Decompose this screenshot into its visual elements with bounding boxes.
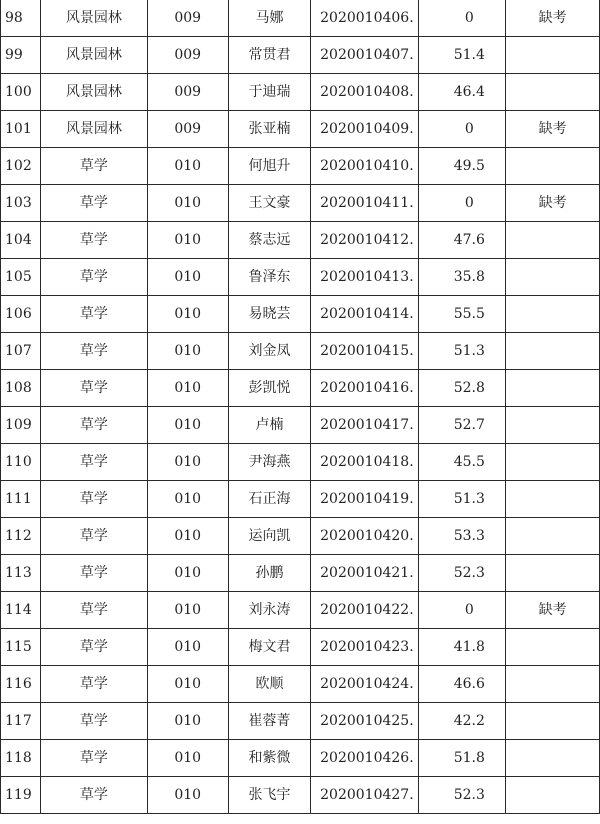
row-number-cell: 104 [1,222,41,259]
name-cell: 和紫微 [228,740,311,777]
major-cell: 草学 [40,481,147,518]
remark-cell [506,481,600,518]
score-cell: 51.8 [419,740,506,777]
table-row [1,222,600,259]
major-cell: 草学 [40,518,147,555]
name-cell: 梅文君 [228,629,311,666]
major-cell: 草学 [40,629,147,666]
row-number-cell: 117 [1,703,41,740]
remark-cell [506,370,600,407]
score-cell: 46.4 [419,74,506,111]
table-row [1,592,600,629]
table-row [1,370,600,407]
major-code-cell: 010 [147,407,228,444]
score-cell: 52.7 [419,407,506,444]
table-row [1,407,600,444]
major-cell: 风景园林 [40,37,147,74]
score-cell: 51.3 [419,333,506,370]
major-code-cell: 010 [147,296,228,333]
major-cell: 草学 [40,555,147,592]
exam-id-cell: 2020010419. [311,481,419,518]
exam-id-cell: 2020010420. [311,518,419,555]
name-cell: 石正海 [228,481,311,518]
remark-cell [506,407,600,444]
name-cell: 孙鹏 [228,555,311,592]
major-cell: 风景园林 [40,0,147,37]
major-code-cell: 010 [147,333,228,370]
major-cell: 草学 [40,370,147,407]
row-number-cell: 119 [1,777,41,814]
remark-cell: 缺考 [506,0,600,37]
row-number-cell: 101 [1,111,41,148]
score-cell: 52.3 [419,555,506,592]
exam-id-cell: 2020010414. [311,296,419,333]
major-code-cell: 010 [147,703,228,740]
exam-id-cell: 2020010410. [311,148,419,185]
remark-cell [506,444,600,481]
name-cell: 王文豪 [228,185,311,222]
score-cell: 42.2 [419,703,506,740]
remark-cell: 缺考 [506,185,600,222]
major-cell: 草学 [40,592,147,629]
table-row [1,37,600,74]
row-number-cell: 111 [1,481,41,518]
score-cell: 0 [419,0,506,37]
score-cell: 49.5 [419,148,506,185]
table-row [1,0,600,37]
exam-id-cell: 2020010424. [311,666,419,703]
row-number-cell: 100 [1,74,41,111]
major-code-cell: 010 [147,555,228,592]
remark-cell [506,555,600,592]
remark-cell: 缺考 [506,111,600,148]
name-cell: 彭凯悦 [228,370,311,407]
score-cell: 0 [419,111,506,148]
row-number-cell: 106 [1,296,41,333]
name-cell: 于迪瑞 [228,74,311,111]
exam-id-cell: 2020010421. [311,555,419,592]
name-cell: 卢楠 [228,407,311,444]
table-row [1,666,600,703]
score-cell: 0 [419,592,506,629]
remark-cell [506,222,600,259]
exam-id-cell: 2020010409. [311,111,419,148]
row-number-cell: 103 [1,185,41,222]
score-cell: 0 [419,185,506,222]
row-number-cell: 98 [1,0,41,37]
row-number-cell: 105 [1,259,41,296]
name-cell: 易晓芸 [228,296,311,333]
row-number-cell: 109 [1,407,41,444]
name-cell: 尹海燕 [228,444,311,481]
exam-id-cell: 2020010411. [311,185,419,222]
score-cell: 51.4 [419,37,506,74]
major-cell: 草学 [40,740,147,777]
major-cell: 风景园林 [40,111,147,148]
table-row [1,629,600,666]
table-row [1,259,600,296]
row-number-cell: 108 [1,370,41,407]
name-cell: 张亚楠 [228,111,311,148]
major-code-cell: 009 [147,74,228,111]
remark-cell [506,37,600,74]
exam-id-cell: 2020010416. [311,370,419,407]
name-cell: 何旭升 [228,148,311,185]
row-number-cell: 118 [1,740,41,777]
major-cell: 草学 [40,666,147,703]
table-row [1,296,600,333]
name-cell: 欧顺 [228,666,311,703]
table-row [1,777,600,814]
major-code-cell: 010 [147,629,228,666]
table-row [1,740,600,777]
major-code-cell: 010 [147,592,228,629]
major-code-cell: 010 [147,148,228,185]
remark-cell [506,74,600,111]
remark-cell: 缺考 [506,592,600,629]
name-cell: 蔡志远 [228,222,311,259]
remark-cell [506,666,600,703]
major-cell: 风景园林 [40,74,147,111]
major-cell: 草学 [40,222,147,259]
major-code-cell: 010 [147,222,228,259]
major-code-cell: 010 [147,740,228,777]
major-code-cell: 009 [147,111,228,148]
exam-id-cell: 2020010417. [311,407,419,444]
exam-id-cell: 2020010418. [311,444,419,481]
table-row [1,703,600,740]
score-cell: 55.5 [419,296,506,333]
exam-id-cell: 2020010425. [311,703,419,740]
name-cell: 刘永涛 [228,592,311,629]
table-row [1,555,600,592]
table-row [1,444,600,481]
row-number-cell: 112 [1,518,41,555]
table-row [1,74,600,111]
major-cell: 草学 [40,259,147,296]
name-cell: 马娜 [228,0,311,37]
table-row [1,333,600,370]
table-row [1,518,600,555]
major-cell: 草学 [40,296,147,333]
major-code-cell: 010 [147,518,228,555]
major-code-cell: 010 [147,666,228,703]
table-row [1,185,600,222]
remark-cell [506,740,600,777]
remark-cell [506,518,600,555]
row-number-cell: 116 [1,666,41,703]
score-cell: 53.3 [419,518,506,555]
exam-id-cell: 2020010408. [311,74,419,111]
exam-id-cell: 2020010407. [311,37,419,74]
score-cell: 52.3 [419,777,506,814]
exam-id-cell: 2020010426. [311,740,419,777]
name-cell: 鲁泽东 [228,259,311,296]
remark-cell [506,148,600,185]
row-number-cell: 107 [1,333,41,370]
name-cell: 刘金凤 [228,333,311,370]
major-code-cell: 010 [147,444,228,481]
remark-cell [506,703,600,740]
remark-cell [506,777,600,814]
major-cell: 草学 [40,407,147,444]
exam-id-cell: 2020010422. [311,592,419,629]
exam-id-cell: 2020010406. [311,0,419,37]
remark-cell [506,259,600,296]
remark-cell [506,333,600,370]
major-code-cell: 009 [147,37,228,74]
major-code-cell: 010 [147,370,228,407]
major-cell: 草学 [40,148,147,185]
exam-id-cell: 2020010413. [311,259,419,296]
major-cell: 草学 [40,703,147,740]
major-cell: 草学 [40,185,147,222]
name-cell: 崔蓉菁 [228,703,311,740]
row-number-cell: 110 [1,444,41,481]
table-body [1,0,600,814]
score-cell: 46.6 [419,666,506,703]
exam-id-cell: 2020010423. [311,629,419,666]
major-cell: 草学 [40,777,147,814]
row-number-cell: 102 [1,148,41,185]
score-cell: 45.5 [419,444,506,481]
row-number-cell: 115 [1,629,41,666]
major-code-cell: 009 [147,0,228,37]
name-cell: 张飞宇 [228,777,311,814]
row-number-cell: 113 [1,555,41,592]
name-cell: 常贯君 [228,37,311,74]
score-cell: 35.8 [419,259,506,296]
exam-id-cell: 2020010412. [311,222,419,259]
score-cell: 47.6 [419,222,506,259]
major-code-cell: 010 [147,259,228,296]
major-cell: 草学 [40,444,147,481]
major-code-cell: 010 [147,777,228,814]
score-cell: 41.8 [419,629,506,666]
remark-cell [506,296,600,333]
major-code-cell: 010 [147,185,228,222]
score-cell: 52.8 [419,370,506,407]
name-cell: 运向凯 [228,518,311,555]
major-cell: 草学 [40,333,147,370]
table-row [1,481,600,518]
table-row [1,148,600,185]
remark-cell [506,629,600,666]
exam-id-cell: 2020010415. [311,333,419,370]
exam-id-cell: 2020010427. [311,777,419,814]
score-cell: 51.3 [419,481,506,518]
table-row [1,111,600,148]
row-number-cell: 99 [1,37,41,74]
major-code-cell: 010 [147,481,228,518]
row-number-cell: 114 [1,592,41,629]
